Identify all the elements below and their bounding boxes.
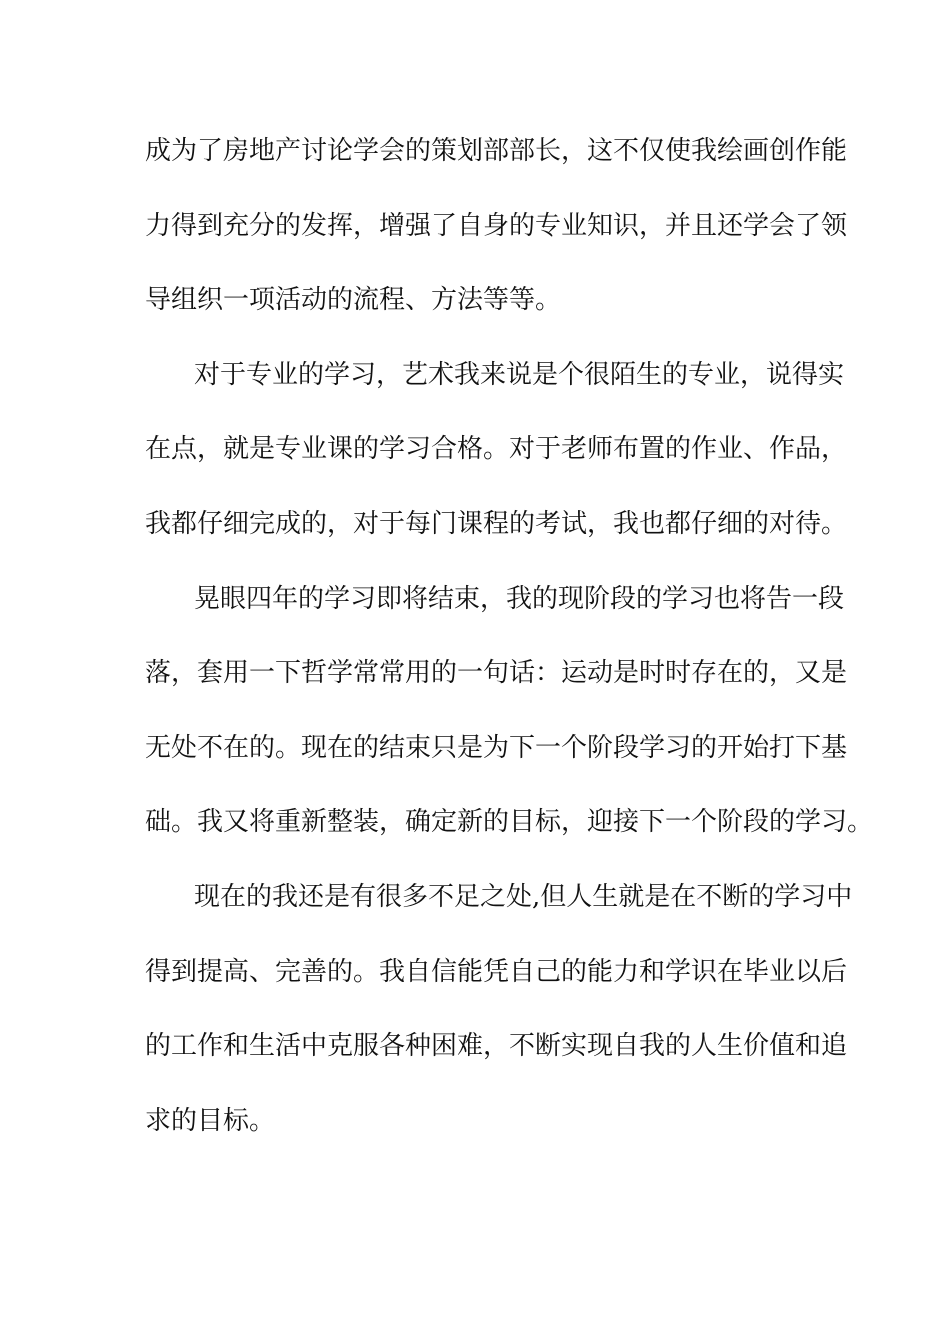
paragraph-first-line: 对于专业的学习，艺术我来说是个很陌生的专业，说得实 [194,359,845,390]
text-line: 得到提高、完善的。我自信能凭自己的能力和学识在毕业以后 [145,956,848,987]
text-line: 成为了房地产讨论学会的策划部部长，这不仅使我绘画创作能 [145,136,848,166]
text-line: 力得到充分的发挥，增强了自身的专业知识，并且还学会了领 [145,210,848,241]
paragraph-first-line: 现在的我还是有很多不足之处,但人生就是在不断的学习中 [194,881,853,912]
text-line: 的工作和生活中克服各种困难，不断实现自我的人生价值和追 [145,1031,848,1062]
text-line: 在点，就是专业课的学习合格。对于老师布置的作业、作品， [145,434,848,465]
text-line: 导组织一项活动的流程、方法等等。 [145,285,562,316]
text-line: 础。我又将重新整装，确定新的目标，迎接下一个阶段的学习。 [145,807,874,838]
text-line: 求的目标。 [145,1105,276,1136]
text-line: 落，套用一下哲学常常用的一句话：运动是时时存在的，又是 [145,658,848,689]
document-body [145,133,874,1177]
paragraph-first-line: 晃眼四年的学习即将结束，我的现阶段的学习也将告一段 [194,583,845,614]
text-line: 无处不在的。现在的结束只是为下一个阶段学习的开始打下基 [145,732,848,763]
text-line: 我都仔细完成的，对于每门课程的考试，我也都仔细的对待。 [145,508,848,539]
